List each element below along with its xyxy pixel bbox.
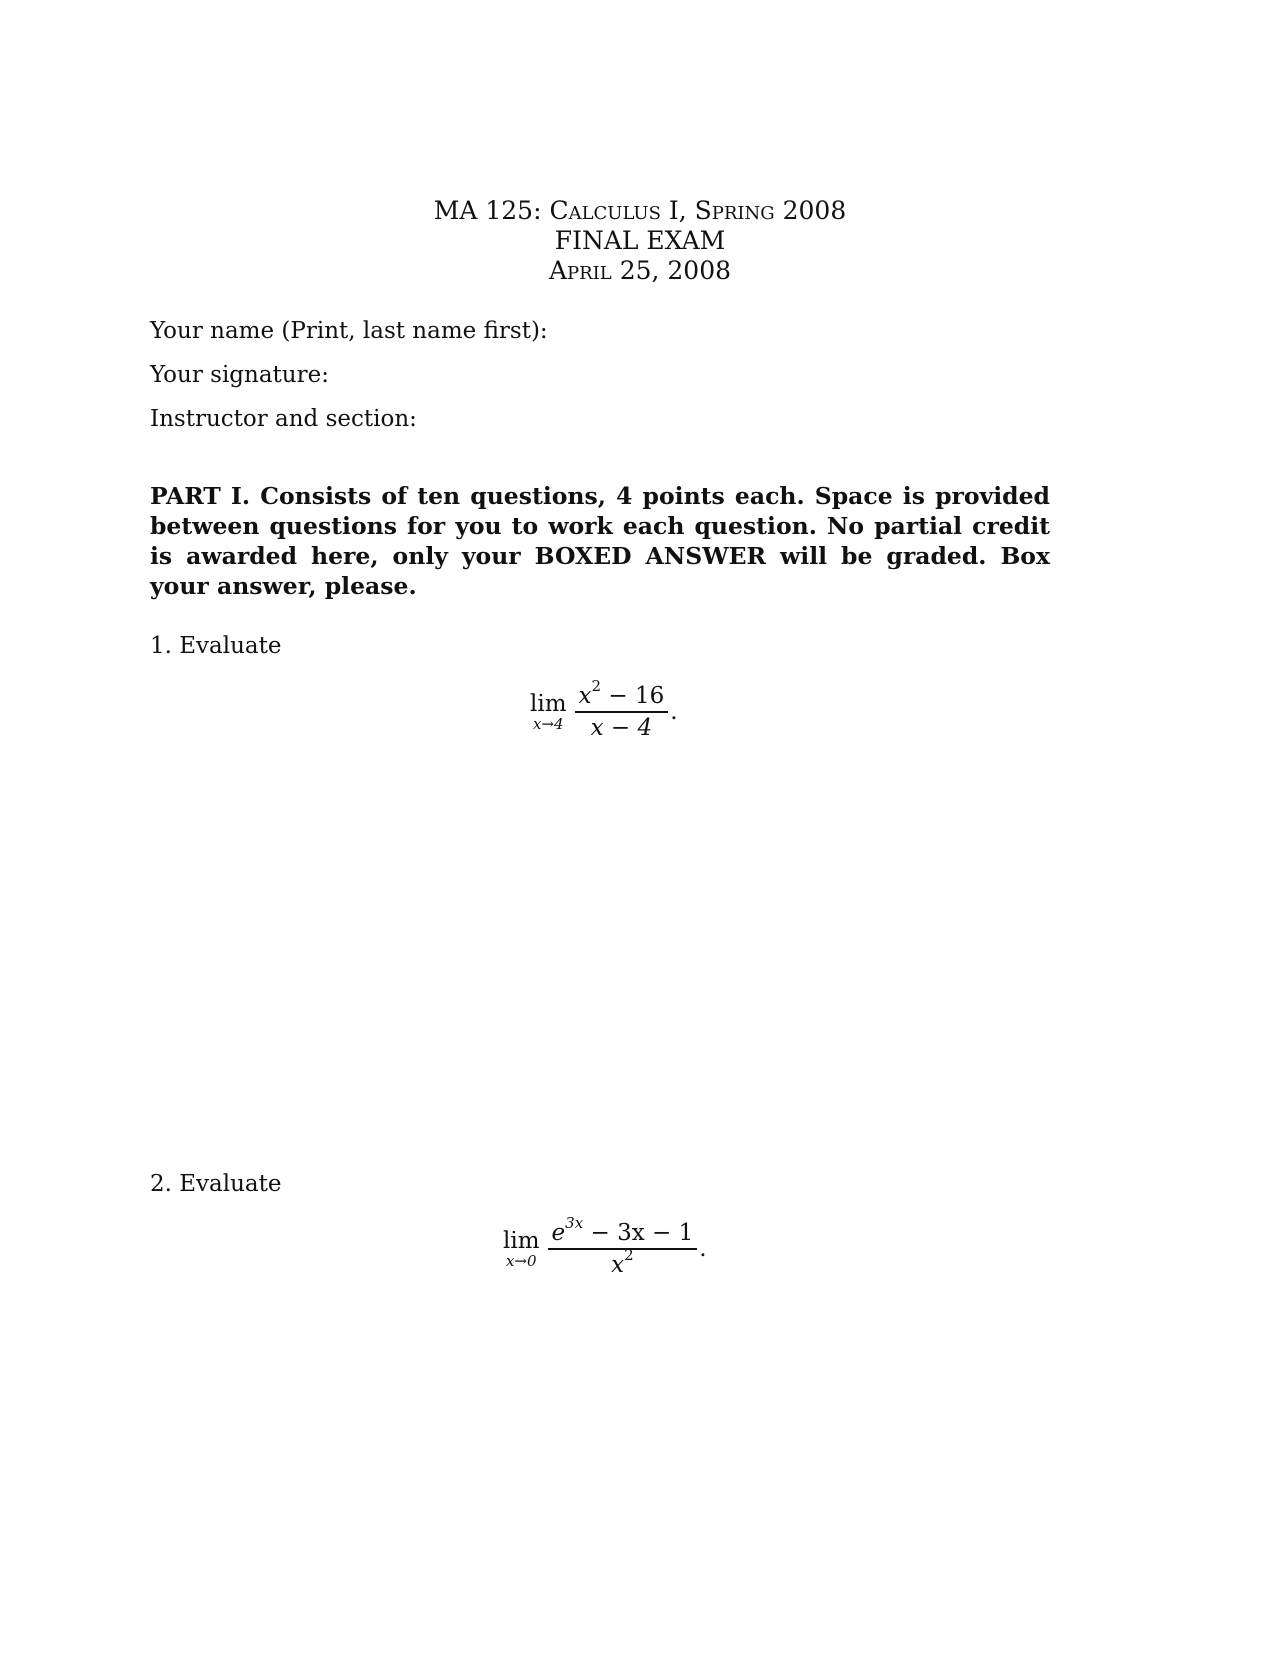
course-term: Calculus I, Spring 2008: [549, 196, 847, 225]
numerator-exponent: 2: [591, 677, 602, 696]
numerator-base: x: [578, 683, 592, 709]
course-title-line: [0, 196, 1280, 226]
part-one-instructions: PART I. Consists of ten questions, 4 points each. Space is provided between questions for you to work each question. No partial credit is awarded here, only your BOXED ANSWER will be graded. Box your answer, please.: [150, 482, 1050, 600]
exam-header: [0, 196, 1280, 286]
lim-subscript: x→4: [532, 715, 564, 733]
numerator-rest: − 3x − 1: [583, 1220, 694, 1246]
name-field-label: Your name (Print, last name first):: [150, 318, 548, 344]
limit-operator: [530, 692, 567, 732]
numerator-exponent: 3x: [565, 1214, 584, 1233]
numerator-base: e: [551, 1220, 566, 1246]
formula-period: .: [670, 699, 678, 725]
limit-operator: [503, 1229, 540, 1269]
numerator-rest: − 16: [601, 683, 665, 709]
lim-word: lim: [503, 1228, 540, 1254]
course-code: MA 125:: [433, 196, 550, 225]
instructor-field-label: Instructor and section:: [150, 406, 417, 432]
formula-period: .: [699, 1236, 707, 1262]
exam-title: FINAL EXAM: [554, 226, 726, 255]
fraction: [575, 677, 669, 741]
denominator: x − 4: [590, 715, 653, 741]
question-2-label: 2. Evaluate: [150, 1171, 282, 1197]
question-1-label: 1. Evaluate: [150, 633, 282, 659]
numerator: [548, 1214, 698, 1250]
denominator-exponent: 2: [624, 1246, 634, 1265]
denominator-base: x: [611, 1252, 625, 1278]
fraction: [548, 1214, 698, 1278]
lim-word: lim: [530, 691, 567, 717]
signature-field-label: Your signature:: [150, 362, 329, 388]
lim-subscript: x→0: [505, 1252, 537, 1270]
denominator: [607, 1246, 638, 1278]
question-2-formula: [503, 1214, 707, 1278]
exam-date: April 25, 2008: [548, 256, 732, 285]
question-1-formula: [530, 677, 678, 741]
numerator: [575, 677, 669, 713]
